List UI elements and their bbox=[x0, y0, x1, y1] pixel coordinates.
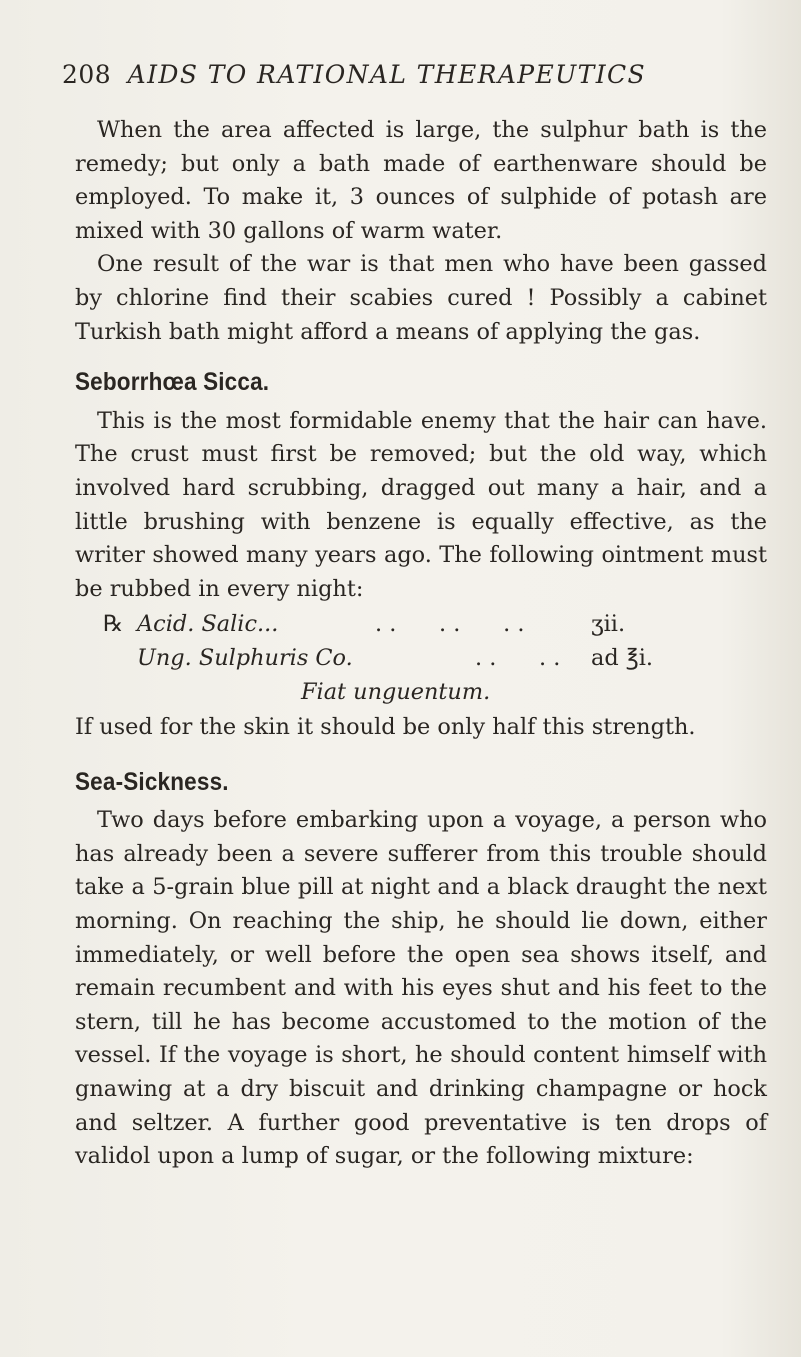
prescription-line-1 bbox=[75, 608, 767, 642]
prescription-drug-2: Ung. Sulphuris Co. bbox=[137, 644, 353, 671]
prescription-leader-dots-1: . . . . . . bbox=[375, 611, 525, 638]
heading-seborrhoea-sicca: Seborrhœa Sicca. bbox=[75, 368, 270, 397]
paragraph-sea-sickness: Two days before embarking upon a voyage, a person who has already been a severe sufferer from this trouble should take a 5-grain blue pill at night and a black draught the next morning. On reaching the ship, he should lie down, either immediately, or well before the open sea shows itself, and remain recumbent and with his eyes shut and his feet to the stern, till he has become accustomed to the motion of the vessel. If the voyage is short, he should content himself with gnawing at a dry biscuit and drinking champagne or hock and seltzer. A further good preventative is ten drops of validol upon a lump of sugar, or the following mixture: bbox=[75, 807, 767, 1170]
heading-sea-sickness: Sea-Sickness. bbox=[75, 767, 229, 796]
paragraph-skin-strength: If used for the skin it should be only half this strength. bbox=[75, 714, 696, 741]
prescription-block bbox=[75, 608, 767, 709]
paragraph-seborrhoea: This is the most formidable enemy that the hair can have. The crust must first be removed; but the old way, which involved hard scrubbing, dragged out many a hair, and a little brushing with benzene is equally effective, as the writer showed many years ago. The following ointment must be rubbed in every night: bbox=[75, 407, 767, 602]
prescription-line-3 bbox=[75, 676, 767, 710]
prescription-drug-1: Acid. Salic... bbox=[137, 611, 279, 638]
paragraph-chlorine: One result of the war is that men who have been gassed by chlorine find their scabies cured ! Possibly a cabinet Turkish bath might afford a means of applying the gas. bbox=[75, 251, 767, 345]
prescription-fiat: Fiat unguentum. bbox=[301, 678, 491, 705]
page-header bbox=[62, 60, 762, 89]
recipe-symbol: ℞ bbox=[103, 611, 124, 638]
prescription-line-2 bbox=[75, 642, 767, 676]
paragraph-sulphur-bath: When the area affected is large, the sulphur bath is the remedy; but only a bath made of earthenware should be employed. To make it, 3 ounces of sulphide of potash are mixed with 30 gallons of warm water. bbox=[75, 117, 767, 244]
running-title: AIDS TO RATIONAL THERAPEUTICS bbox=[127, 60, 647, 89]
prescription-quantity-2: ad ℥i. bbox=[591, 644, 654, 671]
page-body bbox=[75, 114, 767, 1174]
page-number: 208 bbox=[62, 60, 112, 89]
prescription-leader-dots-2: . . . . bbox=[475, 644, 561, 671]
prescription-quantity-1: ʒii. bbox=[591, 611, 626, 638]
